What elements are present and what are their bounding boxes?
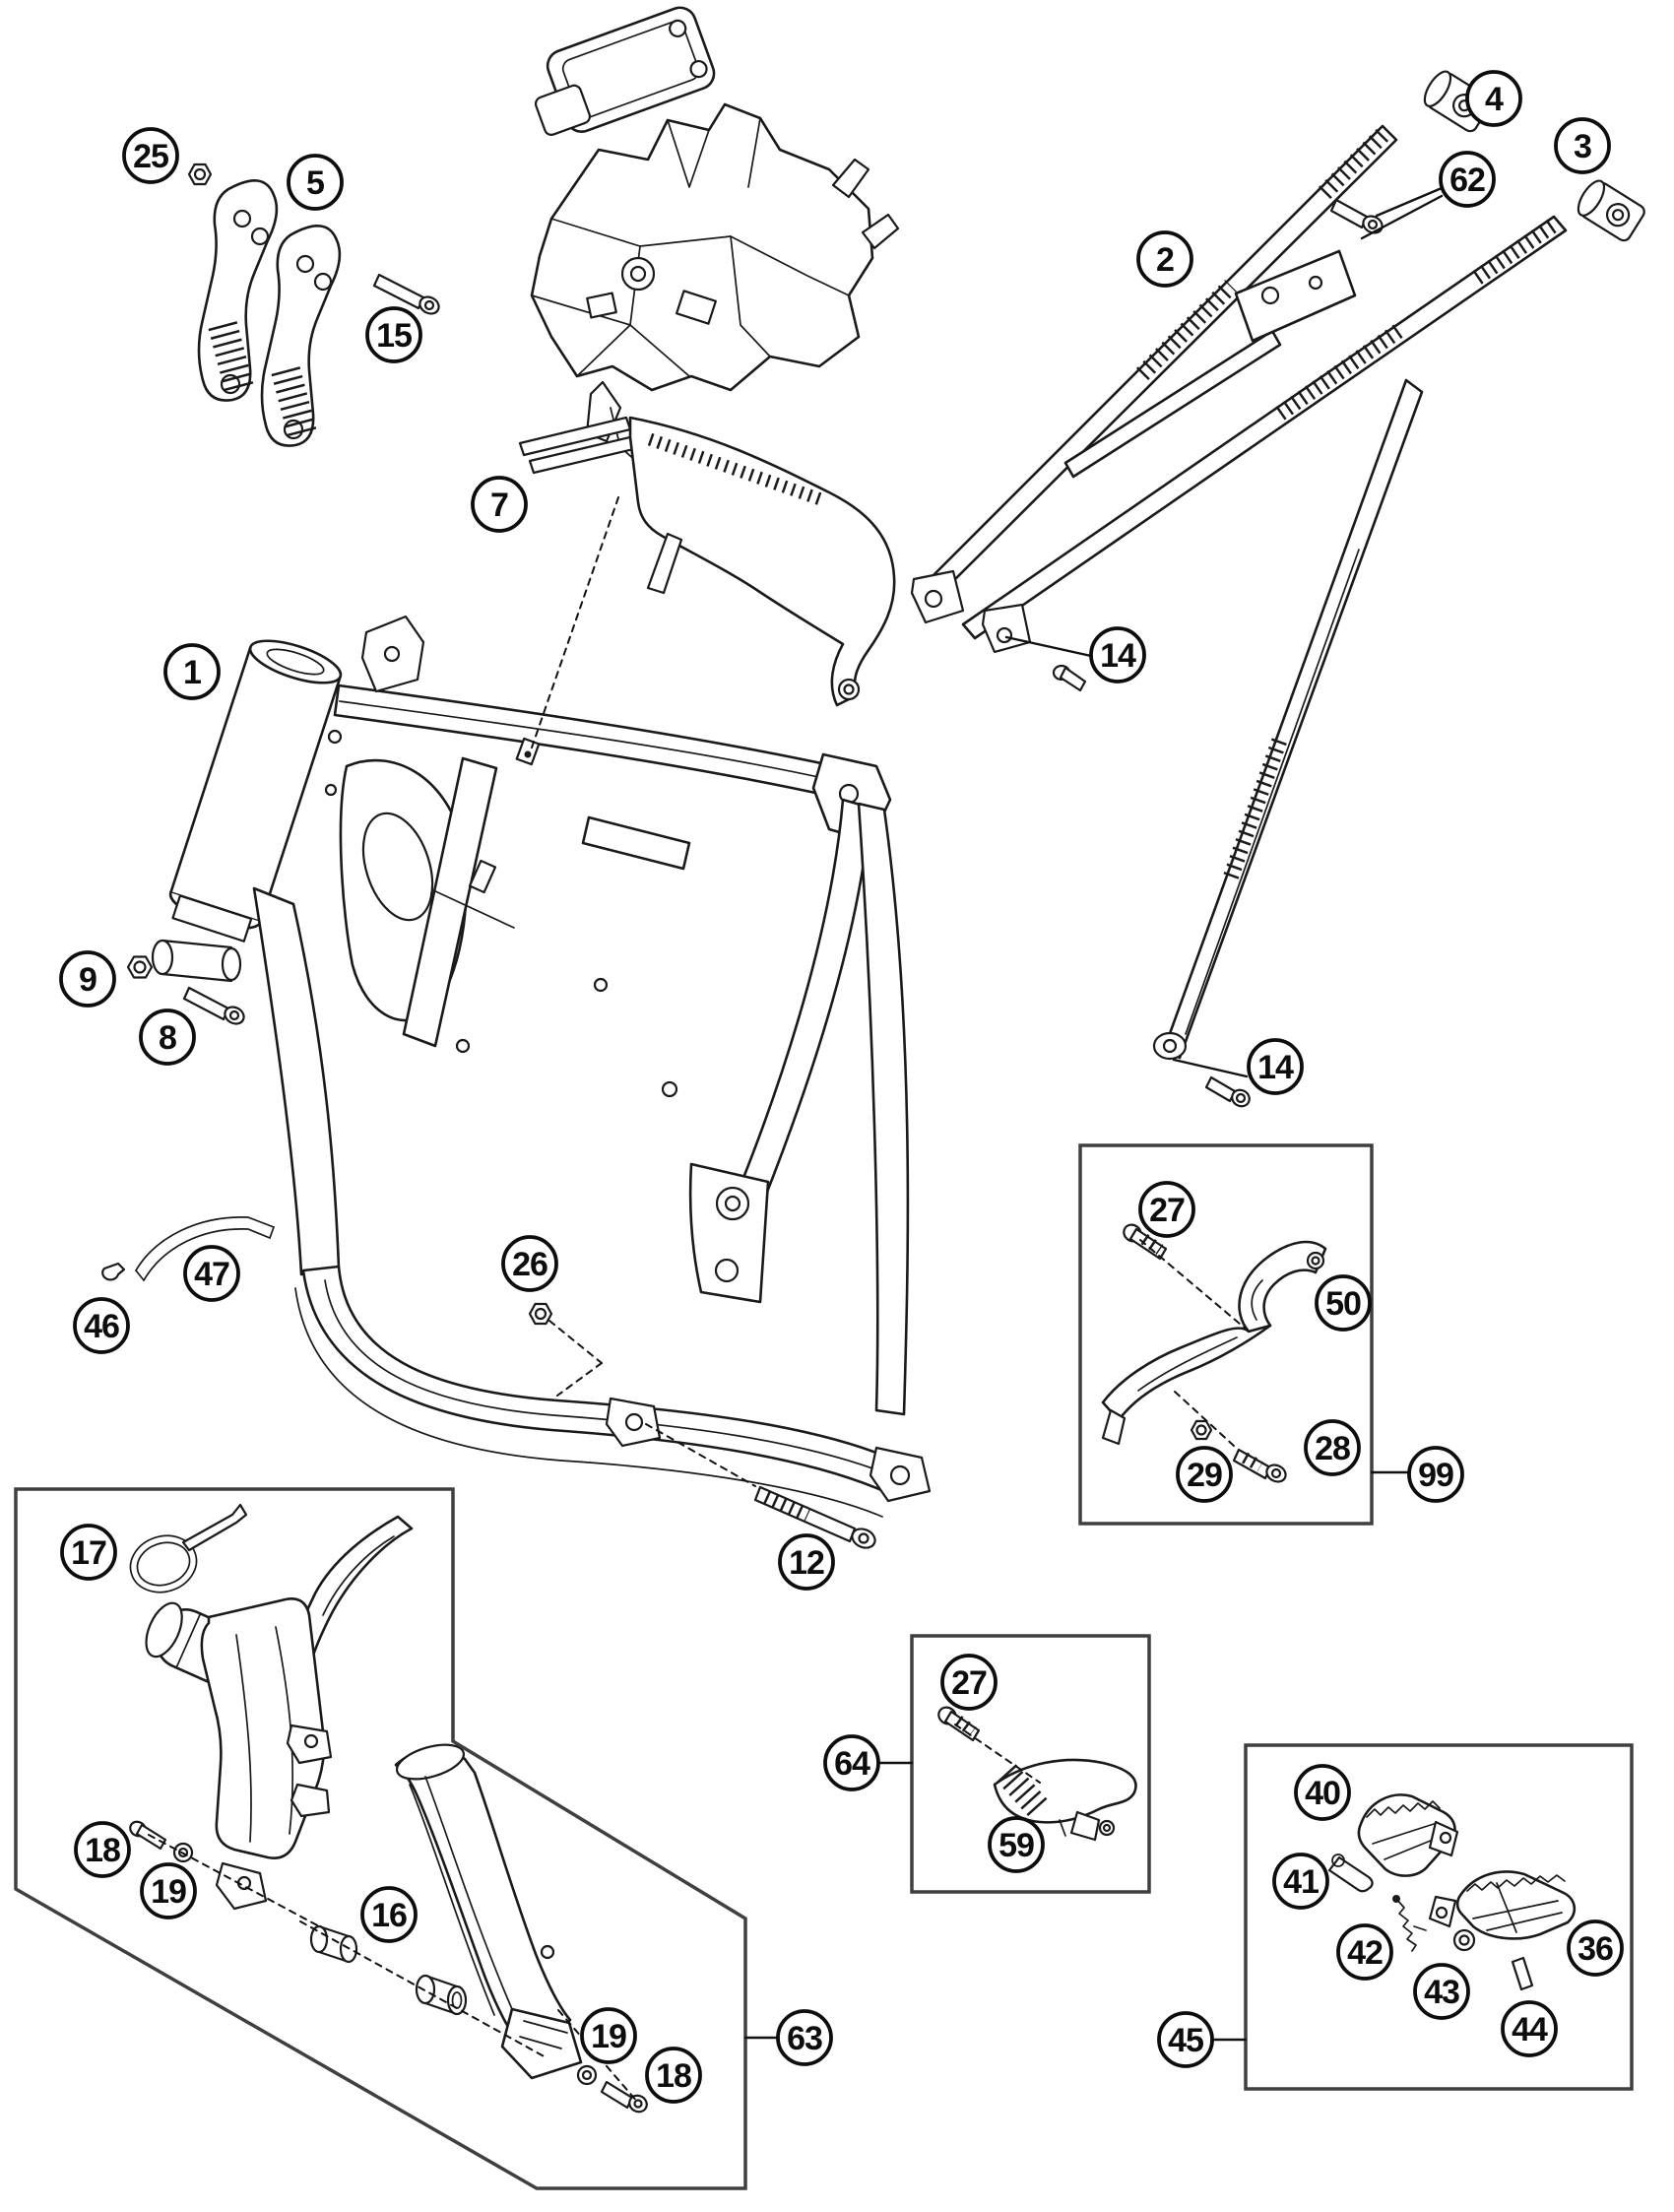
- callout-number: 27: [1149, 1192, 1185, 1230]
- callout-14[interactable]: [1091, 628, 1144, 682]
- callout-44[interactable]: [1503, 2002, 1556, 2055]
- end-cap-3: [1574, 176, 1647, 242]
- callout-9[interactable]: [61, 952, 114, 1006]
- callout-27[interactable]: [942, 1656, 996, 1709]
- callout-number: 9: [79, 961, 97, 1000]
- callout-number: 99: [1418, 1457, 1453, 1495]
- callout-number: 1: [183, 654, 201, 692]
- callout-62[interactable]: [1441, 153, 1494, 206]
- callout-50[interactable]: [1317, 1276, 1370, 1330]
- frame-guard-right-part: [393, 1738, 581, 2078]
- callout-number: 7: [490, 487, 508, 525]
- callout-number: 8: [159, 1019, 176, 1058]
- subframe-part: [912, 126, 1566, 1059]
- callout-18[interactable]: [647, 2049, 700, 2102]
- callout-25[interactable]: [124, 129, 177, 182]
- callout-number: 45: [1168, 2022, 1203, 2060]
- callout-number: 42: [1347, 1934, 1383, 1973]
- bolt-18-left: [128, 1819, 165, 1849]
- callout-number: 12: [789, 1544, 824, 1583]
- leader-line: [1174, 1060, 1247, 1076]
- footpeg-left-part: [1359, 1794, 1457, 1875]
- clip-46: [102, 1264, 124, 1279]
- callout-number: 2: [1156, 241, 1174, 280]
- callout-number: 59: [998, 1827, 1034, 1865]
- ecu-part: [521, 3, 718, 144]
- callout-number: 3: [1574, 128, 1591, 166]
- callout-number: 62: [1449, 162, 1485, 200]
- callout-12[interactable]: [780, 1535, 833, 1589]
- callout-number: 26: [512, 1246, 547, 1284]
- callout-number: 17: [71, 1534, 106, 1573]
- leader-line: [1006, 637, 1091, 656]
- pin-41: [1329, 1854, 1373, 1891]
- callout-number: 40: [1305, 1775, 1340, 1813]
- callout-number: 29: [1187, 1457, 1222, 1495]
- bolt-14-rear: [1206, 1077, 1253, 1109]
- callout-18[interactable]: [76, 1823, 129, 1876]
- callout-14[interactable]: [1249, 1040, 1302, 1093]
- callout-number: 63: [787, 2020, 822, 2058]
- callout-number: 18: [85, 1832, 120, 1870]
- callout-40[interactable]: [1296, 1766, 1349, 1819]
- callout-number: 18: [656, 2057, 691, 2096]
- callout-26[interactable]: [503, 1237, 556, 1290]
- leader-line-dashed: [557, 1363, 602, 1396]
- callout-8[interactable]: [141, 1010, 194, 1064]
- callout-number: 44: [1512, 2011, 1547, 2049]
- footpeg-right-part: [1430, 1872, 1575, 1939]
- callout-99[interactable]: [1409, 1448, 1462, 1501]
- callout-number: 43: [1424, 1974, 1459, 2012]
- callout-number: 25: [133, 138, 168, 176]
- callout-41[interactable]: [1274, 1854, 1327, 1908]
- nut-26: [530, 1304, 551, 1324]
- callout-27[interactable]: [1140, 1183, 1193, 1236]
- pin-44: [1513, 1958, 1532, 1989]
- callout-number: 27: [951, 1664, 987, 1703]
- callout-59[interactable]: [990, 1818, 1043, 1871]
- engine-brackets-part: [199, 180, 340, 445]
- washer-43: [1454, 1930, 1474, 1950]
- cable-guide-part: [520, 418, 894, 705]
- bolt-14-front: [1054, 666, 1085, 690]
- callout-2[interactable]: [1138, 232, 1191, 286]
- callout-7[interactable]: [473, 478, 526, 531]
- callout-4[interactable]: [1467, 72, 1520, 125]
- callout-19[interactable]: [142, 1864, 195, 1918]
- bushing-16-large: [417, 1976, 466, 2014]
- chain-guide-part: [1103, 1242, 1325, 1444]
- callout-number: 36: [1577, 1930, 1613, 1969]
- leader-line-dashed: [549, 1321, 602, 1363]
- callout-number: 41: [1283, 1863, 1319, 1902]
- callout-29[interactable]: [1178, 1448, 1231, 1501]
- callout-1[interactable]: [165, 645, 219, 698]
- callout-number: 46: [84, 1308, 119, 1346]
- callout-number: 15: [376, 317, 412, 356]
- callout-28[interactable]: [1306, 1421, 1359, 1474]
- bushing-16-small: [311, 1926, 356, 1962]
- washer-19-right: [578, 2066, 596, 2084]
- callout-42[interactable]: [1338, 1925, 1391, 1979]
- spring-42: [1392, 1895, 1426, 1951]
- callout-17[interactable]: [62, 1526, 115, 1579]
- frame-part: [153, 617, 930, 1517]
- callout-number: 19: [591, 2018, 626, 2056]
- bolt-8: [184, 988, 247, 1027]
- nut-9: [128, 957, 152, 978]
- leader-line-dashed: [531, 497, 618, 750]
- callout-63[interactable]: [778, 2011, 831, 2064]
- callout-36[interactable]: [1569, 1921, 1622, 1975]
- callout-46[interactable]: [75, 1299, 128, 1352]
- callout-number: 14: [1100, 637, 1135, 676]
- callout-number: 5: [306, 164, 324, 203]
- battery-tray-part: [532, 104, 898, 463]
- callout-number: 64: [834, 1745, 869, 1784]
- callout-number: 4: [1485, 81, 1503, 119]
- callout-45[interactable]: [1159, 2013, 1212, 2066]
- cable-tie-17: [123, 1505, 246, 1600]
- callout-number: 50: [1325, 1285, 1361, 1324]
- callout-3[interactable]: [1556, 119, 1609, 172]
- nut-25: [189, 164, 211, 184]
- callout-number: 28: [1315, 1430, 1350, 1468]
- bolt-28: [1234, 1450, 1289, 1485]
- callout-64[interactable]: [825, 1736, 878, 1789]
- callout-number: 19: [151, 1873, 186, 1912]
- callout-number: 16: [371, 1897, 407, 1935]
- callout-47[interactable]: [185, 1247, 238, 1300]
- callout-number: 14: [1257, 1049, 1293, 1087]
- callout-19[interactable]: [582, 2009, 635, 2062]
- callout-number: 47: [194, 1256, 229, 1294]
- callout-16[interactable]: [362, 1888, 416, 1941]
- callout-15[interactable]: [367, 308, 420, 361]
- leader-line-dashed: [955, 1724, 1040, 1783]
- callout-5[interactable]: [289, 156, 342, 209]
- callout-43[interactable]: [1415, 1965, 1468, 2018]
- nut-29: [1191, 1421, 1211, 1439]
